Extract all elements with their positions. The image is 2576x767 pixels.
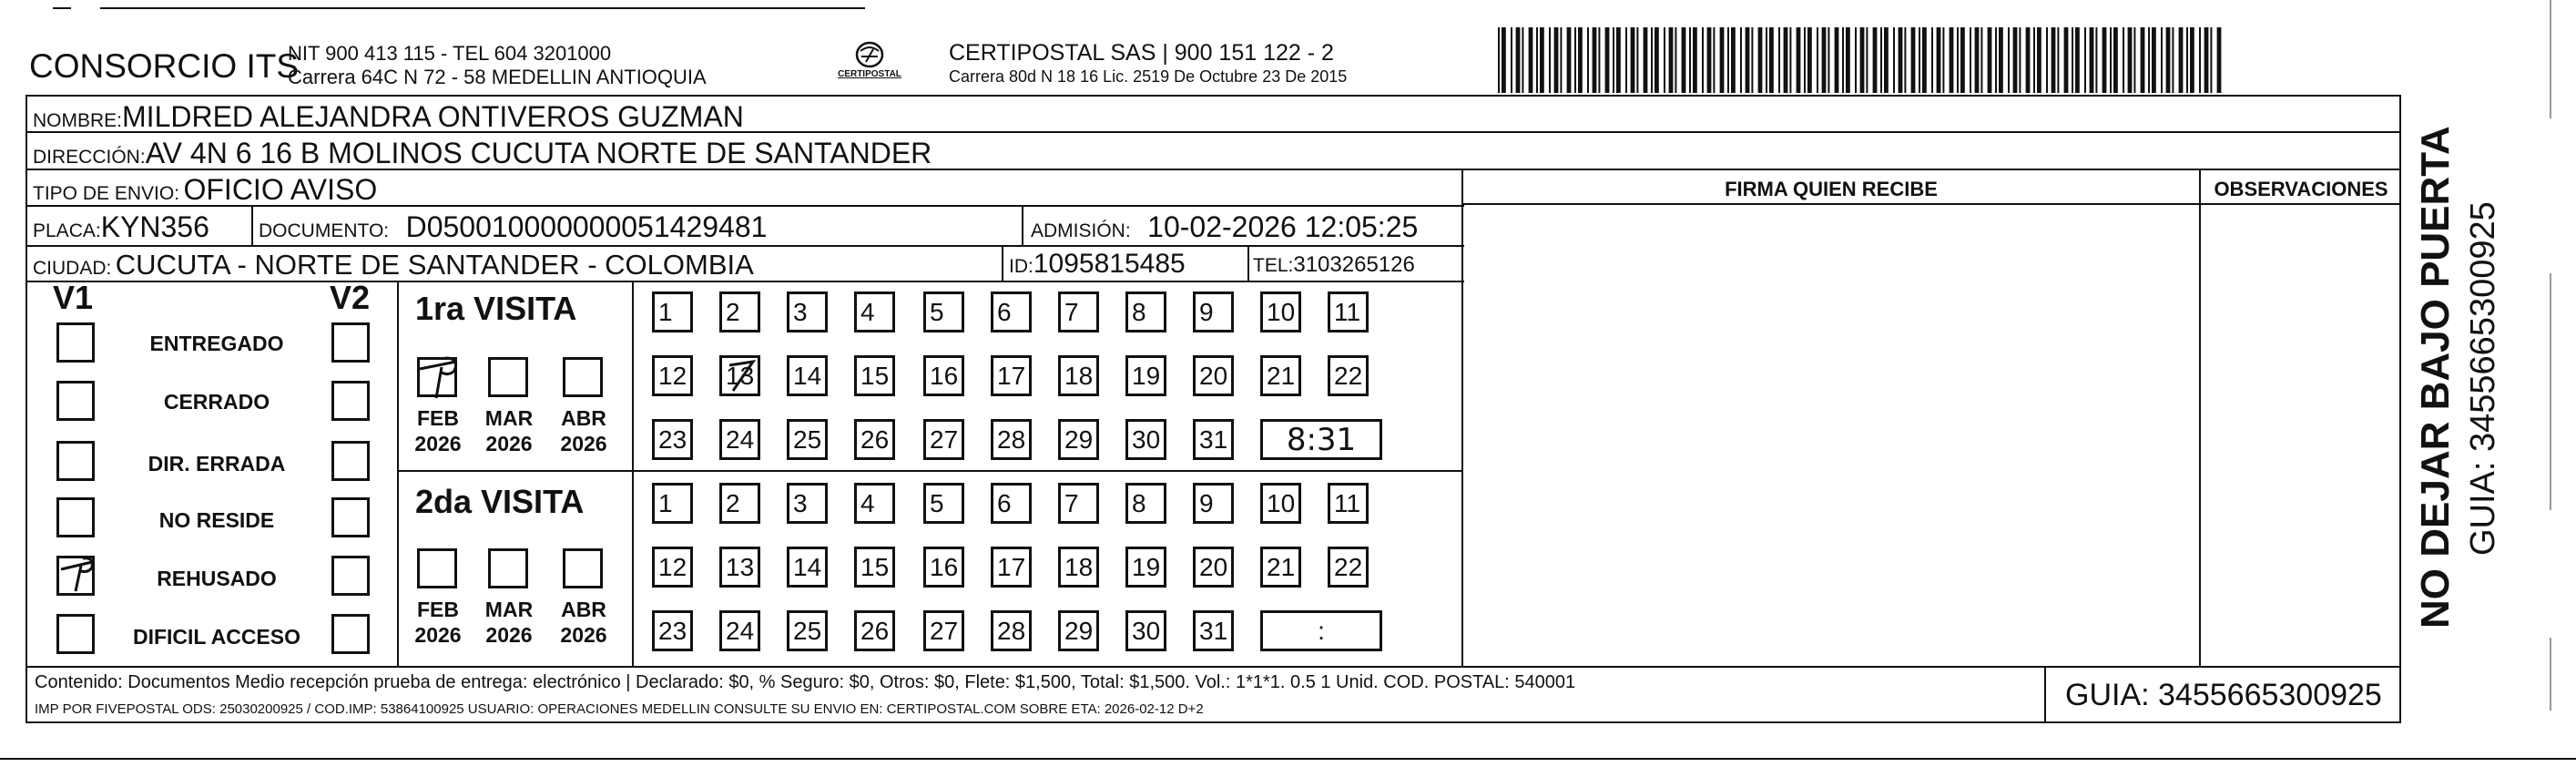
- barcode-bar: [2110, 27, 2112, 93]
- check-mark-icon: [56, 549, 101, 595]
- second-visit-day-7[interactable]: 7: [1058, 483, 1099, 524]
- first-visit-day-19[interactable]: 19: [1125, 355, 1166, 396]
- barcode-bar: [1866, 27, 1868, 93]
- v2-checkbox-no-reside[interactable]: [331, 497, 370, 537]
- tipo-row: [33, 173, 377, 207]
- first-visit-time-box[interactable]: 8:31: [1260, 419, 1382, 460]
- second-visit-month-mar[interactable]: [488, 548, 528, 588]
- second-visit-day-28[interactable]: 28: [991, 610, 1032, 651]
- admision-value: 10-02-2026 12:05:25: [1147, 210, 1419, 243]
- barcode-bar: [2057, 27, 2059, 93]
- barcode-bar: [1522, 27, 1523, 93]
- status-label-rehusado: REHUSADO: [157, 567, 277, 590]
- first-visit-month-label: MAR: [484, 406, 534, 430]
- barcode-bar: [2133, 27, 2135, 93]
- id-value: 1095815485: [1033, 249, 1186, 279]
- barcode-bar: [2095, 27, 2097, 93]
- first-visit-month-label: ABR: [561, 406, 606, 430]
- barcode-bar: [1855, 27, 1857, 93]
- placa-value: KYN356: [100, 210, 209, 243]
- second-visit-month-label: ABR: [561, 598, 606, 621]
- right-edge-rule: [2550, 0, 2551, 118]
- tel-field: [1253, 252, 1415, 278]
- first-visit-day-2[interactable]: 2: [719, 291, 760, 332]
- barcode-bar: [2217, 27, 2222, 93]
- second-visit-day-27[interactable]: 27: [923, 610, 964, 651]
- barcode-bar: [1957, 27, 1959, 93]
- second-visit-day-18[interactable]: 18: [1058, 547, 1099, 588]
- barcode-bar: [1549, 27, 1551, 93]
- second-visit-day-4[interactable]: 4: [854, 483, 895, 524]
- second-visit-month-label: MAR: [484, 598, 534, 621]
- col-divider: [632, 281, 634, 666]
- second-visit-day-12[interactable]: 12: [652, 547, 693, 588]
- status-label-cerrado: CERRADO: [163, 390, 270, 414]
- barcode-bar: [1720, 27, 1725, 93]
- barcode-bar: [1828, 27, 1829, 93]
- barcode-bar: [1689, 27, 1691, 93]
- barcode-bar: [1758, 27, 1763, 93]
- first-visit-day-4[interactable]: 4: [854, 291, 895, 332]
- admision-field: [1031, 210, 1418, 244]
- barcode-bar: [2190, 27, 2194, 93]
- side-warning: NO DEJAR BAJO PUERTA: [2413, 126, 2458, 629]
- barcode-bar: [1835, 27, 1839, 93]
- top-rule: [100, 7, 865, 9]
- nombre-label: NOMBRE:: [33, 110, 123, 131]
- first-visit-day-29[interactable]: 29: [1058, 419, 1099, 460]
- first-visit-day-9[interactable]: 9: [1193, 291, 1234, 332]
- row-divider: [1461, 203, 2401, 205]
- first-visit-day-7[interactable]: 7: [1058, 291, 1099, 332]
- barcode-bar: [1899, 27, 1903, 93]
- barcode-bar: [2090, 27, 2094, 93]
- v2-header: V2: [330, 279, 371, 316]
- barcode-bar: [1675, 27, 1676, 93]
- barcode-bar: [2064, 27, 2069, 93]
- second-visit-day-5[interactable]: 5: [923, 483, 964, 524]
- id-field: [1009, 249, 1186, 280]
- barcode-bar: [1769, 27, 1774, 93]
- barcode-bar: [2026, 27, 2031, 93]
- barcode-bar: [2204, 27, 2209, 93]
- first-visit-year-label: 2026: [414, 432, 462, 455]
- barcode-bar: [2033, 27, 2035, 93]
- second-visit-day-26[interactable]: 26: [854, 610, 895, 651]
- ciudad-field: [33, 249, 754, 281]
- col-divider: [1461, 169, 1463, 666]
- second-visit-day-6[interactable]: 6: [991, 483, 1032, 524]
- v1-checkbox-cerrado[interactable]: [56, 381, 95, 421]
- first-visit-day-8[interactable]: 8: [1125, 291, 1166, 332]
- first-visit-day-11[interactable]: 11: [1328, 291, 1369, 332]
- barcode-bar: [1937, 27, 1941, 93]
- col-divider: [397, 281, 399, 666]
- documento-value: D050010000000051429481: [405, 210, 768, 243]
- barcode-bar: [2161, 27, 2163, 93]
- barcode-bar: [1616, 27, 1621, 93]
- barcode-bar: [1988, 27, 1992, 93]
- barcode-bar: [2013, 27, 2018, 93]
- barcode-bar: [1707, 27, 1712, 93]
- first-visit-day-22[interactable]: 22: [1328, 355, 1369, 396]
- barcode-bar: [2072, 27, 2073, 93]
- first-visit-day-30[interactable]: 30: [1125, 419, 1166, 460]
- barcode-bar: [2019, 27, 2021, 93]
- barcode-bar: [2103, 27, 2107, 93]
- company-address-line: Carrera 64C N 72 - 58 MEDELLIN ANTIOQUIA: [288, 66, 707, 88]
- barcode-bar: [2148, 27, 2150, 93]
- v1-checkbox-no-reside[interactable]: [56, 497, 95, 537]
- company-name: CONSORCIO ITS: [29, 47, 300, 85]
- second-visit-month-abr[interactable]: [563, 548, 603, 588]
- first-visit-month-mar[interactable]: [488, 357, 528, 397]
- barcode-bar: [1587, 27, 1589, 93]
- second-visit-day-22[interactable]: 22: [1328, 547, 1369, 588]
- v1-header: V1: [53, 279, 94, 316]
- barcode-bar: [1804, 27, 1806, 93]
- barcode-bar: [1784, 27, 1788, 93]
- second-visit-day-24[interactable]: 24: [719, 610, 760, 651]
- strike-mark-icon: [722, 356, 759, 396]
- barcode-bar: [2141, 27, 2145, 93]
- barcode-bar: [1842, 27, 1844, 93]
- v2-checkbox-entregado[interactable]: [331, 322, 370, 363]
- second-visit-day-17[interactable]: 17: [991, 547, 1032, 588]
- first-visit-day-15[interactable]: 15: [854, 355, 895, 396]
- v1-checkbox-rehusado[interactable]: [56, 556, 95, 596]
- first-visit-day-25[interactable]: 25: [787, 419, 828, 460]
- documento-field: [259, 210, 767, 244]
- second-visit-day-31[interactable]: 31: [1193, 610, 1234, 651]
- first-visit-day-12[interactable]: 12: [652, 355, 693, 396]
- barcode-bar: [2128, 27, 2133, 93]
- barcode-bar: [2046, 27, 2048, 93]
- barcode-bar: [1567, 27, 1572, 93]
- status-label-dificil-acceso: DIFICIL ACCESO: [132, 625, 300, 649]
- barcode-bar: [2166, 27, 2171, 93]
- barcode-bar: [1593, 27, 1597, 93]
- barcode-bar: [2186, 27, 2188, 93]
- barcode-bar: [1631, 27, 1635, 93]
- barcode-bar: [1931, 27, 1933, 93]
- first-visit-day-13[interactable]: 13: [719, 355, 760, 396]
- barcode-bar: [1605, 27, 1610, 93]
- col-divider: [251, 205, 253, 245]
- col-divider: [1002, 245, 1003, 281]
- carrier-line: CERTIPOSTAL SAS | 900 151 122 - 2: [949, 40, 1334, 66]
- bottom-rule: [0, 758, 2576, 760]
- side-guia: GUIA: 3455665300925: [2464, 201, 2502, 556]
- barcode-bar: [1970, 27, 1971, 93]
- barcode-bar: [1778, 27, 1780, 93]
- nombre-value: MILDRED ALEJANDRA ONTIVEROS GUZMAN: [122, 100, 744, 133]
- barcode-bar: [1980, 27, 1982, 93]
- top-rule: [53, 7, 71, 9]
- first-visit-title: 1ra VISITA: [415, 290, 577, 327]
- barcode-bar: [1893, 27, 1895, 93]
- second-visit-day-29[interactable]: 29: [1058, 610, 1099, 651]
- barcode-bar: [1797, 27, 1801, 93]
- second-visit-day-19[interactable]: 19: [1125, 547, 1166, 588]
- second-visit-time-box[interactable]: :: [1260, 610, 1382, 651]
- v2-checkbox-cerrado[interactable]: [331, 381, 370, 421]
- barcode-bar: [1713, 27, 1715, 93]
- tel-value: 3103265126: [1293, 252, 1415, 277]
- second-visit-day-25[interactable]: 25: [787, 610, 828, 651]
- documento-label: DOCUMENTO:: [259, 220, 390, 241]
- second-visit-day-23[interactable]: 23: [652, 610, 693, 651]
- status-label-entregado: ENTREGADO: [149, 332, 284, 355]
- first-visit-day-24[interactable]: 24: [719, 419, 760, 460]
- col-divider: [2199, 169, 2201, 666]
- first-visit-day-10[interactable]: 10: [1260, 291, 1301, 332]
- barcode-bar: [1536, 27, 1538, 93]
- barcode-bar: [1766, 27, 1767, 93]
- first-visit-day-31[interactable]: 31: [1193, 419, 1234, 460]
- barcode-bar: [2008, 27, 2010, 93]
- placa-field: [33, 210, 209, 244]
- barcode-bar: [1693, 27, 1697, 93]
- v2-checkbox-dir-errada[interactable]: [331, 441, 370, 481]
- barcode-bar: [1731, 27, 1736, 93]
- barcode-bar: [1682, 27, 1686, 93]
- second-visit-day-14[interactable]: 14: [787, 547, 828, 588]
- barcode-bar: [2052, 27, 2056, 93]
- first-visit-month-abr[interactable]: [563, 357, 603, 397]
- barcode-bar: [1498, 27, 1500, 93]
- ciudad-label: CIUDAD:: [33, 258, 112, 279]
- barcode-bar: [1578, 27, 1583, 93]
- barcode-bar: [1669, 27, 1674, 93]
- second-visit-year-label: 2026: [485, 623, 533, 647]
- barcode-bar: [1960, 27, 1965, 93]
- barcode-bar: [1502, 27, 1506, 93]
- second-visit-day-15[interactable]: 15: [854, 547, 895, 588]
- first-visit-year-label: 2026: [560, 432, 607, 455]
- barcode-bar: [1554, 27, 1559, 93]
- v1-checkbox-dificil-acceso[interactable]: [56, 614, 95, 654]
- guia-divider: [2044, 666, 2046, 723]
- barcode-bar: [1975, 27, 1980, 93]
- tipo-value: OFICIO AVISO: [183, 173, 378, 206]
- barcode: [1498, 27, 2226, 93]
- barcode-bar: [1644, 27, 1648, 93]
- barcode-bar: [1880, 27, 1882, 93]
- barcode-bar: [1740, 27, 1742, 93]
- barcode-bar: [1651, 27, 1653, 93]
- first-visit-month-feb[interactable]: [417, 357, 457, 397]
- first-visit-day-6[interactable]: 6: [991, 291, 1032, 332]
- first-visit-day-27[interactable]: 27: [923, 419, 964, 460]
- barcode-bar: [1904, 27, 1906, 93]
- second-visit-day-1[interactable]: 1: [652, 483, 693, 524]
- visit-divider: [397, 470, 1462, 472]
- barcode-bar: [1911, 27, 1916, 93]
- first-visit-day-23[interactable]: 23: [652, 419, 693, 460]
- second-visit-day-21[interactable]: 21: [1260, 547, 1301, 588]
- barcode-bar: [1516, 27, 1521, 93]
- first-visit-day-1[interactable]: 1: [652, 291, 693, 332]
- barcode-bar: [1807, 27, 1812, 93]
- barcode-bar: [1751, 27, 1753, 93]
- barcode-bar: [2075, 27, 2080, 93]
- second-visit-day-2[interactable]: 2: [719, 483, 760, 524]
- first-visit-day-18[interactable]: 18: [1058, 355, 1099, 396]
- barcode-bar: [2179, 27, 2184, 93]
- barcode-bar: [1702, 27, 1704, 93]
- second-visit-day-11[interactable]: 11: [1328, 483, 1369, 524]
- second-visit-day-3[interactable]: 3: [787, 483, 828, 524]
- second-visit-day-13[interactable]: 13: [719, 547, 760, 588]
- barcode-bar: [1574, 27, 1576, 93]
- second-visit-day-9[interactable]: 9: [1193, 483, 1234, 524]
- firma-header: FIRMA QUIEN RECIBE: [1725, 178, 1938, 200]
- barcode-bar: [1540, 27, 1544, 93]
- second-visit-year-label: 2026: [414, 623, 462, 647]
- barcode-bar: [2210, 27, 2212, 93]
- barcode-bar: [1860, 27, 1865, 93]
- col-divider: [1022, 205, 1023, 245]
- first-visit-day-20[interactable]: 20: [1193, 355, 1234, 396]
- barcode-bar: [1746, 27, 1750, 93]
- barcode-bar: [1817, 27, 1818, 93]
- barcode-bar: [1999, 27, 2003, 93]
- first-visit-day-3[interactable]: 3: [787, 291, 828, 332]
- first-visit-day-5[interactable]: 5: [923, 291, 964, 332]
- barcode-bar: [1995, 27, 1997, 93]
- logo-wordmark: CERTIPOSTAL: [838, 69, 901, 79]
- observaciones-header: OBSERVACIONES: [2214, 178, 2388, 200]
- first-visit-day-17[interactable]: 17: [991, 355, 1032, 396]
- barcode-bar: [1942, 27, 1944, 93]
- second-visit-year-label: 2026: [560, 623, 607, 647]
- logo-icon: [833, 38, 906, 89]
- barcode-bar: [1636, 27, 1638, 93]
- imp-line: IMP POR FIVEPOSTAL ODS: 25030200925 / COD.IMP: 53864100925 USUARIO: OPERACIONES MEDELLIN CONSULTE SU ENVIO EN: CERTIPOSTAL.COM SOBRE ETA: 2026-02-12 D+2: [35, 701, 1204, 717]
- barcode-bar: [1884, 27, 1889, 93]
- tel-label: TEL:: [1253, 255, 1294, 276]
- barcode-bar: [1846, 27, 1850, 93]
- v2-checkbox-dificil-acceso[interactable]: [331, 614, 370, 654]
- second-visit-day-8[interactable]: 8: [1125, 483, 1166, 524]
- barcode-bar: [1922, 27, 1927, 93]
- id-label: ID:: [1009, 256, 1033, 277]
- ciudad-value: CUCUTA - NORTE DE SANTANDER - COLOMBIA: [115, 249, 754, 281]
- second-visit-title: 2da VISITA: [415, 483, 585, 520]
- right-edge-rule: [2550, 638, 2551, 711]
- col-divider: [1247, 245, 1249, 281]
- barcode-bar: [1529, 27, 1533, 93]
- barcode-bar: [1822, 27, 1827, 93]
- barcode-bar: [1919, 27, 1920, 93]
- direccion-row: [33, 137, 932, 170]
- admision-label: ADMISIÓN:: [1031, 220, 1131, 241]
- barcode-bar: [1625, 27, 1627, 93]
- first-visit-day-16[interactable]: 16: [923, 355, 964, 396]
- second-visit-day-10[interactable]: 10: [1260, 483, 1301, 524]
- barcode-bar: [2037, 27, 2041, 93]
- placa-label: PLACA:: [33, 220, 101, 241]
- direccion-value: AV 4N 6 16 B MOLINOS CUCUTA NORTE DE SANTANDER: [145, 137, 932, 169]
- first-visit-day-26[interactable]: 26: [854, 419, 895, 460]
- barcode-bar: [2123, 27, 2124, 93]
- first-visit-day-14[interactable]: 14: [787, 355, 828, 396]
- first-visit-month-label: FEB: [417, 406, 459, 430]
- direccion-label: DIRECCIÓN:: [33, 147, 146, 168]
- barcode-bar: [1598, 27, 1600, 93]
- tipo-label: TIPO DE ENVIO:: [33, 183, 180, 204]
- barcode-bar: [1727, 27, 1729, 93]
- second-visit-month-feb[interactable]: [417, 548, 457, 588]
- check-mark-icon: [414, 351, 469, 402]
- footer-guia: GUIA: 3455665300925: [2065, 678, 2382, 712]
- v2-checkbox-rehusado[interactable]: [331, 556, 370, 596]
- right-edge-rule: [2550, 273, 2551, 510]
- carrier-license-line: Carrera 80d N 18 16 Lic. 2519 De Octubre 23 De 2015: [949, 67, 1348, 86]
- first-visit-day-28[interactable]: 28: [991, 419, 1032, 460]
- v1-checkbox-dir-errada[interactable]: [56, 441, 95, 481]
- barcode-bar: [1511, 27, 1512, 93]
- barcode-bar: [2152, 27, 2156, 93]
- barcode-bar: [1873, 27, 1878, 93]
- status-label-no-reside: NO RESIDE: [158, 508, 275, 532]
- barcode-bar: [2199, 27, 2201, 93]
- second-visit-day-16[interactable]: 16: [923, 547, 964, 588]
- barcode-bar: [1789, 27, 1791, 93]
- contenido-line: Contenido: Documentos Medio recepción prueba de entrega: electrónico | Declarado: $0, % Seguro: $0, Otros: $0, Flete: $1,500, Total: $1,500. Vol.: 1*1*1. 0.5 1 Unid. COD. POSTAL: 540001: [35, 672, 1576, 692]
- certipostal-logo: [833, 38, 906, 89]
- barcode-bar: [2172, 27, 2174, 93]
- second-visit-month-label: FEB: [417, 598, 459, 621]
- second-visit-day-30[interactable]: 30: [1125, 610, 1166, 651]
- barcode-bar: [1950, 27, 1954, 93]
- barcode-bar: [2113, 27, 2118, 93]
- first-visit-day-21[interactable]: 21: [1260, 355, 1301, 396]
- v1-checkbox-entregado[interactable]: [56, 322, 95, 363]
- second-visit-day-20[interactable]: 20: [1193, 547, 1234, 588]
- barcode-bar: [1664, 27, 1665, 93]
- barcode-bar: [1655, 27, 1659, 93]
- nombre-row: [33, 100, 744, 134]
- barcode-bar: [1613, 27, 1614, 93]
- status-label-dir-errada: DIR. ERRADA: [148, 452, 286, 476]
- company-nit-line: NIT 900 413 115 - TEL 604 3201000: [288, 42, 612, 65]
- barcode-bar: [2084, 27, 2086, 93]
- first-visit-year-label: 2026: [485, 432, 533, 455]
- barcode-bar: [1560, 27, 1562, 93]
